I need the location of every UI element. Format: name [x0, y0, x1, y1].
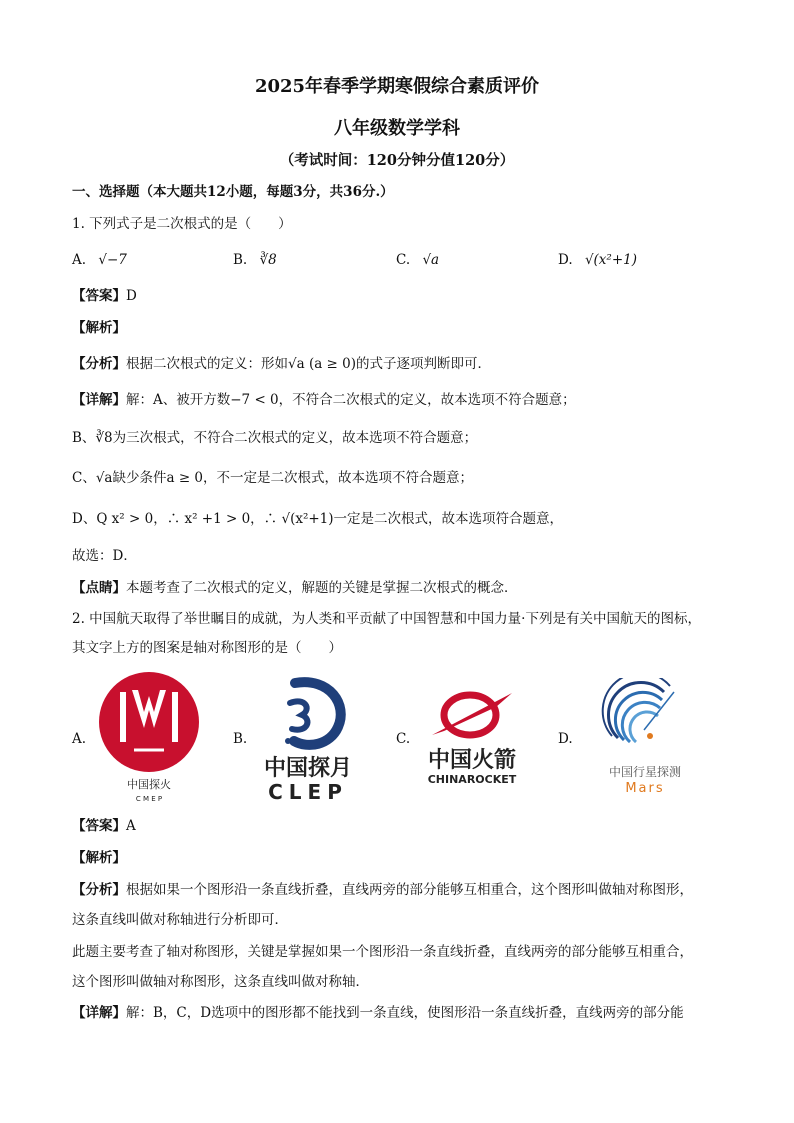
q2-answer: [72, 816, 136, 836]
q2-option-c-label: C.: [396, 731, 411, 747]
analysis-tag: 【解析】: [72, 320, 126, 336]
fenxi-tag: 【分析】: [72, 356, 126, 372]
option-label: B.: [233, 252, 248, 268]
cmep-logo: [94, 670, 204, 805]
q2-xiangjie: [72, 1003, 684, 1023]
answer-tag: 【答案】: [72, 288, 126, 304]
logo-sub: CLEP: [268, 780, 348, 803]
q2-note-line2: 这个图形叫做轴对称图形，这条直线叫做对称轴．: [72, 974, 369, 990]
q2-fenxi-line1: [72, 880, 693, 900]
q1-dianjing: [72, 578, 518, 598]
q2-analysis-tag: [72, 848, 126, 868]
logo-text: 中国探月: [263, 756, 353, 781]
fenxi-text: 根据二次根式的定义：形如√a (a ≥ 0)的式子逐项判断即可．: [126, 356, 492, 372]
q1-xiangjie-a: [72, 390, 576, 410]
q1-option-c: [396, 250, 439, 270]
fenxi-tag: 【分析】: [72, 882, 126, 898]
option-label: A.: [72, 252, 87, 268]
exam-info: （考试时间：120分钟分值120分）: [279, 152, 515, 169]
option-label: D.: [558, 252, 573, 268]
q2-option-b-label: B.: [233, 731, 248, 747]
q2-stem-line1: 2. 中国航天取得了举世瞩目的成就，为人类和平贡献了中国智慧和中国力量·下列是有关中国航天的图标，: [72, 611, 701, 627]
q1-xiangjie-b: B、∛8为三次根式，不符合二次根式的定义，故本选项不符合题意；: [72, 430, 478, 446]
planet-icon: [647, 733, 653, 739]
q1-conclusion: 故选：D．: [72, 548, 137, 564]
q1-answer: [72, 286, 137, 306]
logo-text: 中国探火: [127, 778, 171, 791]
mars-logo: [590, 678, 710, 800]
red-disc-icon: [99, 672, 199, 772]
dianjing-text: 本题考查了二次根式的定义，解题的关键是掌握二次根式的概念．: [126, 580, 518, 596]
q1-option-d: [558, 250, 637, 270]
q1-fenxi: [72, 354, 491, 374]
q2-fenxi-line2: 这条直线叫做对称轴进行分析即可．: [72, 912, 288, 928]
logo-sub: C M E P: [135, 795, 163, 803]
option-expr: √a: [422, 252, 440, 268]
option-expr: √(x²+1): [584, 252, 637, 268]
option-expr: √−7: [98, 252, 127, 268]
rocket-ring-icon: [444, 695, 496, 735]
q2-stem-line2: 其文字上方的图案是轴对称图形的是（ ）: [72, 640, 342, 656]
logo-sub: CHINAROCKET: [427, 773, 517, 786]
dianjing-tag: 【点睛】: [72, 580, 126, 596]
xiangjie-tag: 【详解】: [72, 392, 126, 408]
q1-analysis-tag: [72, 318, 126, 338]
fenxi-text: 根据如果一个图形沿一条直线折叠，直线两旁的部分能够互相重合，这个图形叫做轴对称图形，: [126, 882, 693, 898]
logo-text: 中国行星探测: [608, 765, 682, 779]
answer-value: D: [126, 288, 137, 304]
logo-sub: Mars: [625, 781, 665, 796]
chinarocket-logo: [414, 685, 530, 789]
q1-xiangjie-c: C、√a缺少条件a ≥ 0，不一定是二次根式，故本选项不符合题意；: [72, 470, 474, 486]
q2-option-a-label: A.: [72, 731, 87, 747]
answer-tag: 【答案】: [72, 818, 126, 834]
clep-logo: [250, 675, 370, 803]
answer-value: A: [126, 818, 136, 834]
q1-stem: 1. 下列式子是二次根式的是（ ）: [72, 216, 292, 232]
q2-note-line1: 此题主要考查了轴对称图形，关键是掌握如果一个图形沿一条直线折叠，直线两旁的部分能够互相重合，: [72, 944, 693, 960]
doc-subject: 八年级数学学科: [334, 118, 460, 139]
section-heading: 一、选择题（本大题共12小题，每题3分，共36分.）: [72, 184, 394, 200]
xiangjie-tag: 【详解】: [72, 1005, 126, 1021]
analysis-tag: 【解析】: [72, 850, 126, 866]
xiangjie-text: 解：B，C，D选项中的图形都不能找到一条直线，使图形沿一条直线折叠，直线两旁的部分能: [126, 1005, 684, 1021]
q2-option-d-label: D.: [558, 731, 573, 747]
q1-xiangjie-d: D、Q x² > 0，∴ x² +1 > 0，∴ √(x²+1)一定是二次根式，故本选项符合题意，: [72, 511, 564, 527]
xiangjie-text: 解：A、被开方数−7 < 0，不符合二次根式的定义，故本选项不符合题意；: [126, 392, 576, 408]
logo-text: 中国火箭: [427, 748, 517, 773]
option-label: C.: [396, 252, 411, 268]
doc-title: 2025年春季学期寒假综合素质评价: [254, 76, 540, 97]
q1-option-a: [72, 250, 127, 270]
option-expr: ∛8: [259, 252, 277, 268]
q1-option-b: [233, 250, 277, 270]
